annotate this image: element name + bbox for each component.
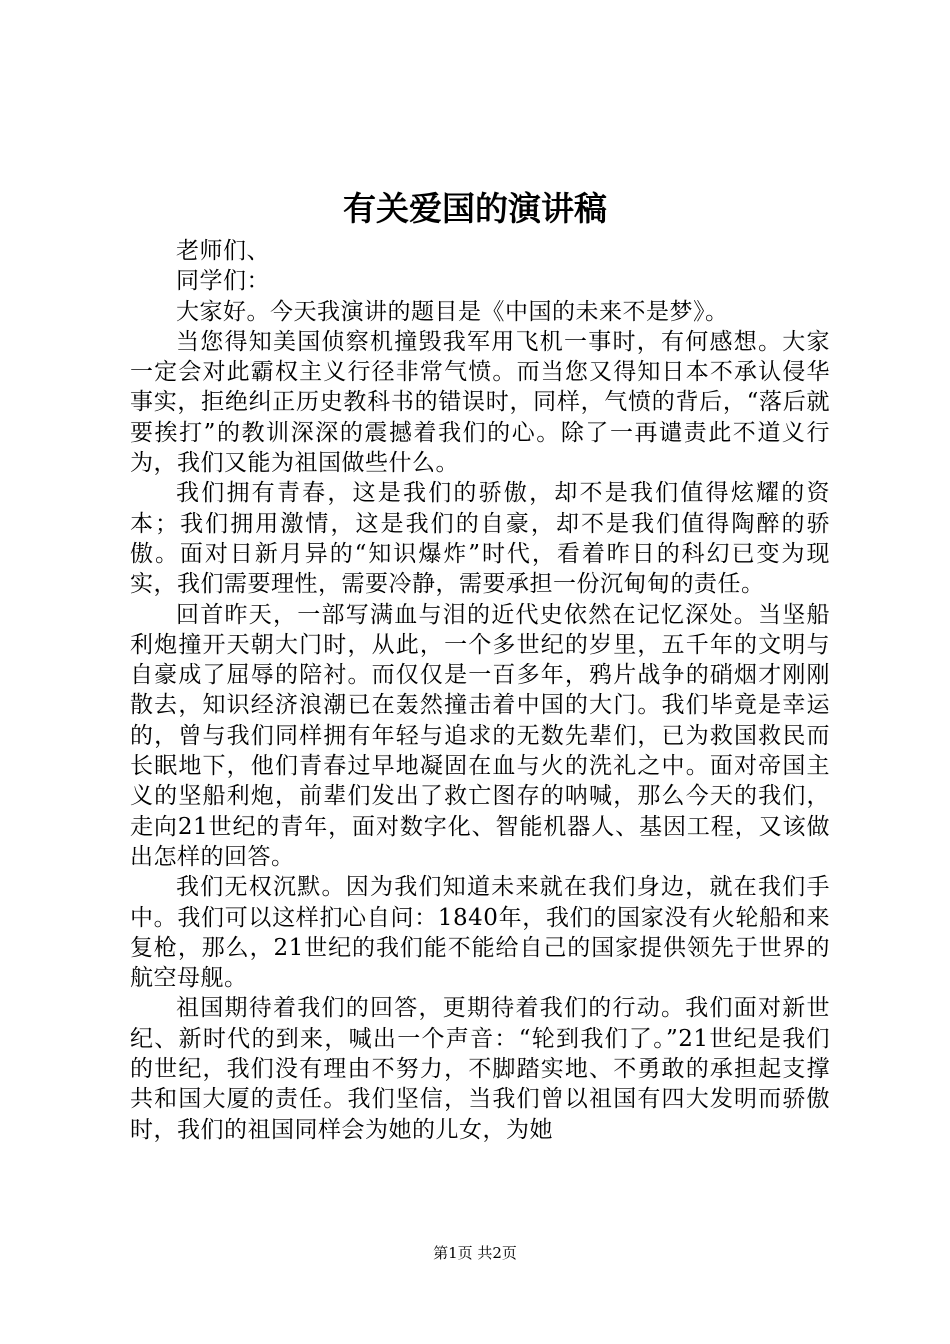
paragraph: 同学们： [176, 268, 270, 295]
paragraph: 我们无权沉默。因为我们知道未来就在我们身边，就在我们手中。我们可以这样扪心自问：1840年，我们的国家没有火轮船和来复枪，那么，21世纪的我们能不能给自己的国家提供领先于世界的航空母舰。 [130, 874, 830, 992]
paragraph: 当您得知美国侦察机撞毁我军用飞机一事时，有何感想。大家一定会对此霸权主义行径非常气愤。而当您又得知日本不承认侵华事实，拒绝纠正历史教科书的错误时，同样，气愤的背后，“落后就要挨打”的教训深深的震撼着我们的心。除了一再谴责此不道义行为，我们又能为祖国做些什么。 [130, 328, 830, 477]
paragraph: 老师们、 [176, 238, 270, 264]
paragraph: 我们拥有青春，这是我们的骄傲，却不是我们值得炫耀的资本；我们拥用激情，这是我们的自豪，却不是我们值得陶醉的骄傲。面对日新月异的“知识爆炸”时代，看着昨日的科幻已变为现实，我们需要理性，需要冷静，需要承担一份沉甸甸的责任。 [130, 480, 830, 598]
paragraph: 大家好。今天我演讲的题目是《中国的未来不是梦》。 [176, 298, 729, 325]
page-footer: 第1页 共2页 [433, 1244, 517, 1262]
document-title: 有关爱国的演讲稿 [343, 189, 607, 228]
paragraph: 祖国期待着我们的回答，更期待着我们的行动。我们面对新世纪、新时代的到来，喊出一个声音：“轮到我们了。”21世纪是我们的世纪，我们没有理由不努力，不脚踏实地、不勇敢的承担起支撑共和国大厦的责任。我们坚信，当我们曾以祖国有四大发明而骄傲时，我们的祖国同样会为她的儿女，为她 [130, 995, 830, 1143]
document-body [130, 236, 830, 1145]
paragraph: 回首昨天，一部写满血与泪的近代史依然在记忆深处。当坚船利炮撞开天朝大门时，从此，一个多世纪的岁里，五千年的文明与自豪成了屈辱的陪衬。而仅仅是一百多年，鸦片战争的硝烟才刚刚散去，知识经济浪潮已在轰然撞击着中国的大门。我们毕竟是幸运的，曾与我们同样拥有年轻与追求的无数先辈们，已为救国救民而长眠地下，他们青春过早地凝固在血与火的洗礼之中。面对帝国主义的坚船利炮，前辈们发出了救亡图存的呐喊，那么今天的我们，走向21世纪的青年，面对数字化、智能机器人、基因工程，又该做出怎样的回答。 [130, 601, 830, 870]
